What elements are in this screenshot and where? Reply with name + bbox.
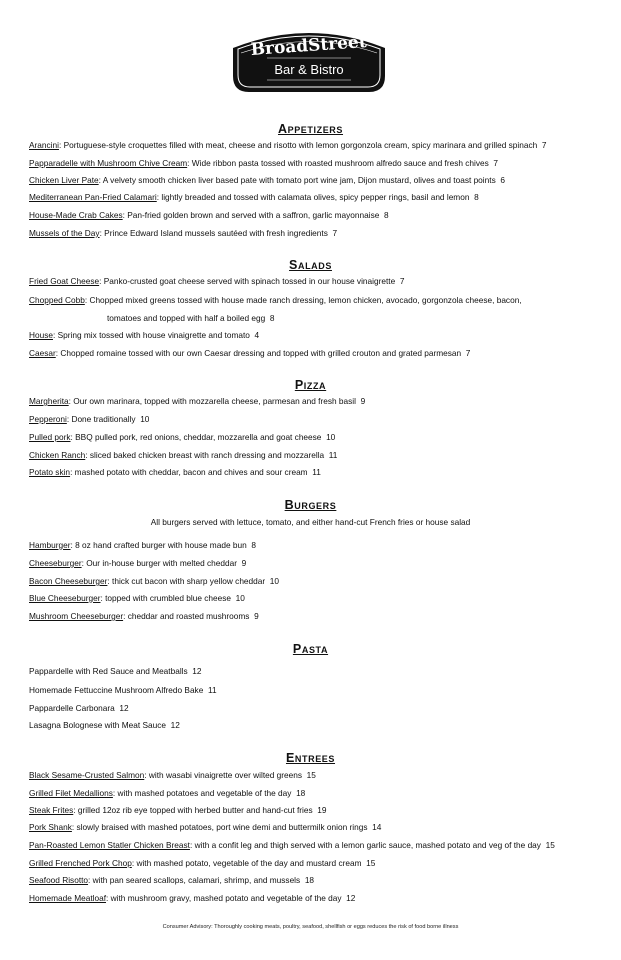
item-name: Pork Shank [29, 822, 72, 832]
item-desc: with pan seared scallops, calamari, shrimp, and mussels [90, 875, 301, 885]
item-sep: : [187, 158, 190, 168]
item-price: 12 [170, 720, 180, 730]
item-sep: : [99, 276, 102, 286]
item-desc: lightly breaded and tossed with calamata olives, spicy pepper rings, basil and lemon [159, 192, 470, 202]
item-price: 7 [493, 158, 499, 168]
item-price: 8 [474, 192, 479, 202]
item-name: Chicken Liver Pate [29, 175, 99, 185]
section-note: All burgers served with lettuce, tomato, and either hand-cut French fries or house salad [150, 517, 471, 527]
menu-item [29, 414, 149, 424]
item-name: Pepperoni [29, 414, 67, 424]
item-name: Pan-Roasted Lemon Statler Chicken Breast [29, 840, 190, 850]
menu-item [29, 192, 479, 202]
item-sep: : [55, 348, 59, 358]
item-desc: with mashed potatoes and vegetable of the day [115, 788, 292, 798]
item-name: Homemade Fettuccine Mushroom Alfredo Bake [29, 685, 204, 695]
item-sep: : [70, 540, 73, 550]
item-desc: tomatoes and topped with half a boiled egg [107, 313, 266, 323]
item-desc: Spring mix tossed with house vinaigrette and tomato [55, 330, 250, 340]
item-name: Chopped Cobb [29, 295, 85, 305]
item-price: 8 [384, 210, 389, 220]
menu-item [29, 805, 327, 815]
item-name: Hamburger [29, 540, 71, 550]
item-desc: Pan-fried golden brown and served with a saffron, garlic mayonnaise [124, 210, 380, 220]
menu-item [29, 175, 505, 185]
menu-item [29, 540, 256, 550]
menu-item [29, 685, 217, 695]
item-sep: : [70, 432, 73, 442]
item-name: Lasagna Bolognese with Meat Sauce [29, 720, 166, 730]
item-sep: : [66, 414, 70, 424]
item-name: Steak Frites [29, 805, 74, 815]
item-sep: : [156, 192, 160, 202]
item-sep: : [81, 558, 84, 568]
item-name: Papparadelle with Mushroom Chive Cream [29, 158, 188, 168]
menu-item [29, 276, 404, 286]
item-price: 4 [254, 330, 260, 340]
menu-item [29, 396, 365, 406]
item-desc: BBQ pulled pork, red onions, cheddar, mozzarella and goat cheese [72, 432, 322, 442]
item-sep: : [122, 210, 125, 220]
consumer-advisory: Consumer Advisory: Thoroughly cooking meats, poultry, seafood, shellfish or eggs reduces the risk of food borne illness [162, 924, 459, 930]
item-desc: Our own marinara, topped with mozzarella cheese, parmesan and fresh basil [70, 396, 356, 406]
item-name: Pulled pork [29, 432, 71, 442]
menu-item [29, 666, 202, 676]
item-price: 7 [541, 140, 547, 150]
menu-item [29, 140, 546, 150]
menu-item [29, 348, 470, 358]
item-name: Caesar [29, 348, 56, 358]
item-name: House [29, 330, 53, 340]
item-desc: Chopped mixed greens tossed with house made ranch dressing, lemon chicken, avocado, gorgonzola cheese, bacon, [87, 295, 522, 305]
item-sep: : [88, 875, 91, 885]
section-heading: Pizza [294, 378, 327, 392]
item-price: 6 [500, 175, 505, 185]
item-name: Arancini [29, 140, 59, 150]
item-name: Fried Goat Cheese [29, 276, 100, 286]
menu-item [29, 330, 259, 340]
item-sep: : [107, 576, 110, 586]
menu-item [29, 858, 375, 868]
section-heading: Pasta [292, 642, 329, 656]
item-sep: : [144, 770, 147, 780]
item-name: Mediterranean Pan-Fried Calamari [29, 192, 157, 202]
item-desc: Panko-crusted goat cheese served with spinach tossed in our house vinaigrette [101, 276, 396, 286]
item-price: 18 [296, 788, 306, 798]
section-heading: Appetizers [277, 122, 344, 136]
item-sep: : [123, 611, 126, 621]
item-price: 10 [140, 414, 150, 424]
item-desc: Wide ribbon pasta tossed with roasted mushroom alfredo sauce and fresh chives [189, 158, 489, 168]
item-sep: : [58, 140, 62, 150]
menu-item [29, 576, 279, 586]
menu-item [29, 432, 335, 442]
item-sep: : [106, 893, 109, 903]
item-name: Mushroom Cheeseburger [29, 611, 124, 621]
item-desc: 8 oz hand crafted burger with house made bun [72, 540, 247, 550]
section-heading: Salads [289, 258, 332, 272]
item-name: Pappardelle with Red Sauce and Meatballs [29, 666, 188, 676]
item-price: 12 [119, 703, 129, 713]
item-sep: : [85, 450, 88, 460]
item-price: 12 [192, 666, 202, 676]
item-name: Blue Cheeseburger [29, 593, 101, 603]
item-desc: thick cut bacon with sharp yellow cheddar [109, 576, 266, 586]
menu-item [107, 313, 274, 323]
item-price: 9 [360, 396, 366, 406]
item-sep: : [131, 858, 135, 868]
item-sep: : [98, 175, 101, 185]
item-price: 10 [235, 593, 245, 603]
item-price: 15 [366, 858, 376, 868]
item-sep: : [73, 805, 76, 815]
item-name: Mussels of the Day [29, 228, 100, 238]
item-name: House-Made Crab Cakes [29, 210, 123, 220]
item-price: 11 [312, 467, 321, 477]
item-price: 8 [269, 313, 275, 323]
item-desc: Portuguese-style croquettes filled with meat, cheese and risotto with lemon gorgonzola cream, spicy marinara and grilled spinach [61, 140, 538, 150]
item-desc: sliced baked chicken breast with ranch dressing and mozzarella [87, 450, 325, 460]
item-sep: : [70, 467, 73, 477]
item-price: 7 [399, 276, 405, 286]
item-desc: A velvety smooth chicken liver based pate with tomato port wine jam, Dijon mustard, olives and toast points [100, 175, 496, 185]
menu-item [29, 228, 337, 238]
menu-item [29, 875, 314, 885]
item-price: 8 [251, 540, 256, 550]
item-desc: grilled 12oz rib eye topped with herbed butter and hand-cut fries [75, 805, 313, 815]
section-heading: Burgers [284, 498, 337, 512]
item-sep: : [52, 330, 56, 340]
section-heading: Entrees [285, 751, 336, 765]
broadstreet-logo [229, 18, 389, 100]
menu-item [29, 210, 389, 220]
menu-item [29, 893, 355, 903]
item-price: 7 [465, 348, 471, 358]
item-desc: with a confit leg and thigh served with a lemon garlic sauce, mashed potato and veg of the day [192, 840, 541, 850]
menu-item [29, 611, 259, 621]
item-desc: Prince Edward Island mussels sautéed with fresh ingredients [101, 228, 328, 238]
menu-item [29, 720, 180, 730]
item-desc: with mashed potato, vegetable of the day and mustard cream [134, 858, 362, 868]
item-desc: mashed potato with cheddar, bacon and chives and sour cream [72, 467, 308, 477]
item-price: 12 [346, 893, 356, 903]
item-name: Bacon Cheeseburger [29, 576, 108, 586]
item-price: 19 [317, 805, 327, 815]
item-price: 11 [207, 685, 217, 695]
item-price: 9 [241, 558, 247, 568]
item-price: 10 [326, 432, 336, 442]
item-sep: : [112, 788, 116, 798]
item-price: 10 [269, 576, 280, 586]
logo-line1: BroadStreet [250, 31, 368, 61]
item-desc: topped with crumbled blue cheese [102, 593, 232, 603]
item-desc: cheddar and roasted mushrooms [125, 611, 250, 621]
item-name: Pappardelle Carbonara [29, 703, 115, 713]
item-sep: : [71, 822, 75, 832]
item-price: 18 [304, 875, 315, 885]
item-desc: with wasabi vinaigrette over wilted greens [146, 770, 303, 780]
item-name: Grilled Filet Medallions [29, 788, 113, 798]
item-sep: : [84, 295, 88, 305]
item-name: Chicken Ranch [29, 450, 86, 460]
item-price: 7 [332, 228, 338, 238]
item-price: 15 [545, 840, 555, 850]
item-desc: Done traditionally [69, 414, 136, 424]
item-name: Black Sesame-Crusted Salmon [29, 770, 145, 780]
item-desc: Our in-house burger with melted cheddar [83, 558, 238, 568]
item-price: 14 [372, 822, 382, 832]
item-sep: : [99, 228, 102, 238]
logo-line2: Bar & Bistro [274, 62, 344, 77]
menu-item [29, 788, 305, 798]
item-name: Grilled Frenched Pork Chop [29, 858, 132, 868]
item-sep: : [100, 593, 103, 603]
item-sep: : [189, 840, 193, 850]
item-name: Homemade Meatloaf [29, 893, 107, 903]
menu-item [29, 158, 498, 168]
item-name: Margherita [29, 396, 69, 406]
menu-item [29, 558, 246, 568]
menu-item [29, 295, 526, 305]
menu-item [29, 822, 381, 832]
menu-item [29, 770, 316, 780]
item-sep: : [68, 396, 71, 406]
menu-item [29, 840, 555, 850]
menu-item [29, 703, 129, 713]
menu-item [29, 593, 245, 603]
item-price: 11 [328, 450, 338, 460]
menu-item [29, 450, 337, 460]
item-desc: with mushroom gravy, mashed potato and vegetable of the day [108, 893, 342, 903]
item-desc: Chopped romaine tossed with our own Caesar dressing and topped with grilled crouton and grated parmesan [58, 348, 462, 358]
item-price: 9 [254, 611, 259, 621]
item-name: Potato skin [29, 467, 71, 477]
item-desc: slowly braised with mashed potatoes, port wine demi and buttermilk onion rings [74, 822, 368, 832]
item-name: Seafood Risotto [29, 875, 89, 885]
item-name: Cheeseburger [29, 558, 82, 568]
item-price: 15 [306, 770, 316, 780]
menu-item [29, 467, 321, 477]
